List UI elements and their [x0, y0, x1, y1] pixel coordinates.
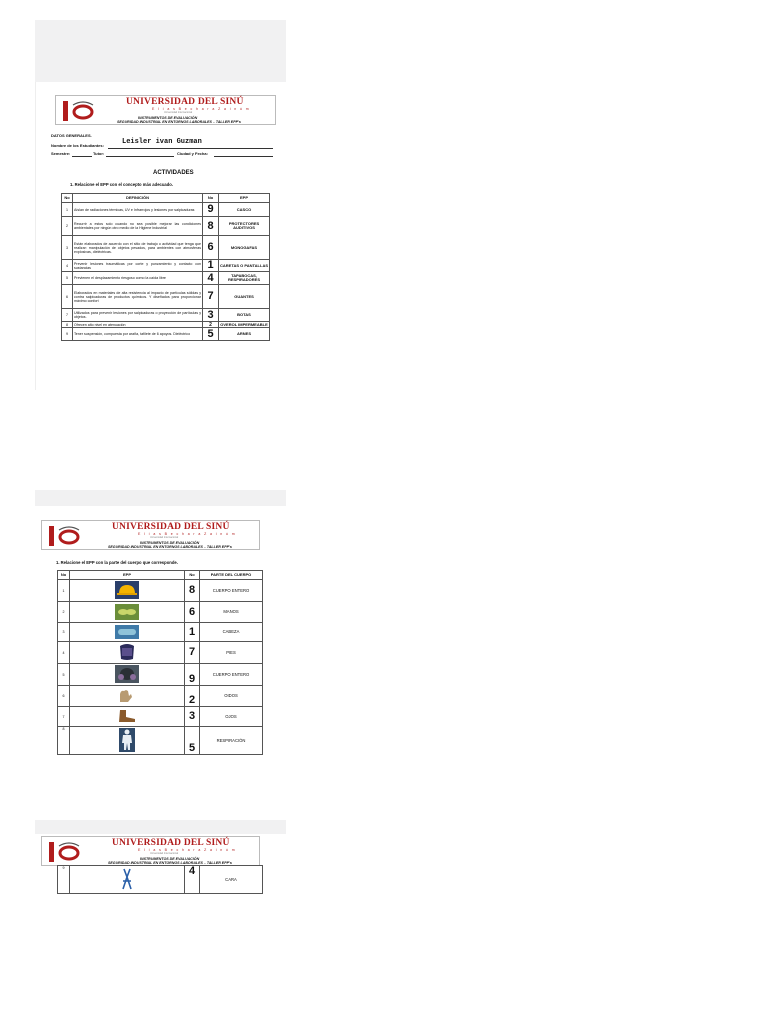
header-epp: EPP [219, 194, 270, 203]
harness-icon [119, 867, 135, 891]
row-number: 1 [58, 580, 70, 602]
definition-text: Utilizados para prevenir lesiones por salpicaduras o proyección de partículas y objetos. [73, 309, 203, 322]
answer-number: 4 [203, 272, 219, 285]
epp-image-cell [70, 707, 185, 727]
answer-number: 2 [203, 322, 219, 328]
row-number: 7 [58, 707, 70, 727]
university-logo-icon [47, 840, 87, 864]
body-part: CABEZA [200, 623, 263, 642]
epp-name: PROTECTORES AUDITIVOS [219, 217, 270, 236]
row-number: 5 [62, 272, 73, 285]
body-part: MANOS [200, 602, 263, 623]
page-2 [35, 506, 286, 818]
epp-name: CARETAS O PANTALLAS [219, 260, 270, 272]
body-parts-table [57, 570, 263, 755]
answer-number: 3 [185, 707, 200, 727]
header-definition: DEFINICIÓN [73, 194, 203, 203]
table-header-row [58, 571, 263, 580]
definition-text: Elaborados en materiales de alta resistencia al impacto de partículas sólidas y contra salpicaduras de productos químicos. Y diseñados para proporcionar máximo confort [73, 285, 203, 309]
students-label: Nombre de los Estudiantes: [51, 143, 104, 148]
body-part: CUERPO ENTERO [200, 664, 263, 686]
epp-name: GUANTES [219, 285, 270, 309]
semester-line [72, 156, 92, 157]
body-part: RESPIRACIÓN [200, 727, 263, 755]
header-answer-no: No [203, 194, 219, 203]
university-name: UNIVERSIDAD DEL SINÚ [126, 97, 244, 107]
course-title: SEGURIDAD INDUSTRIAL EN ENTORNOS LABORALES – TALLER EPP's [108, 861, 232, 865]
row-number: 2 [62, 217, 73, 236]
epp-name: MONOGAFAS [219, 236, 270, 260]
definition-text: Tener suspensión, compuesta por araña, tafilete de 6 apoyos. Dieléctrico [73, 328, 203, 341]
row-number: 6 [62, 285, 73, 309]
table-header-row [62, 194, 270, 203]
row-number: 4 [58, 642, 70, 664]
university-motto: Universidad Internacional [150, 852, 179, 855]
boots-icon [115, 708, 139, 724]
row-number: 3 [62, 236, 73, 260]
epp-name: CASCO [219, 203, 270, 217]
table-row [62, 328, 270, 341]
table-row [62, 260, 270, 272]
semester-label: Semestre: [51, 151, 71, 156]
row-number: 2 [58, 602, 70, 623]
university-header [55, 95, 276, 125]
table-row [58, 707, 263, 727]
body-part: OJOS [200, 707, 263, 727]
table-row [58, 866, 263, 894]
row-number: 6 [58, 686, 70, 707]
answer-number: 2 [185, 686, 200, 707]
face-shield-icon [117, 643, 137, 661]
body-parts-table-continued [57, 865, 263, 894]
students-line [108, 148, 273, 149]
epp-image-cell [70, 686, 185, 707]
answer-number: 7 [203, 285, 219, 309]
answer-number: 1 [185, 623, 200, 642]
city-label: Ciudad y Fecha: [177, 151, 208, 156]
hard-hat-icon [115, 581, 139, 599]
definition-text: Aíslan de radiaciones térmicas, UV e Infrarrojos y lesiones por salpicaduras [73, 203, 203, 217]
page-gap [35, 490, 286, 506]
university-logo-icon [61, 99, 101, 123]
university-header [41, 836, 260, 866]
epp-image-cell [70, 642, 185, 664]
row-number: 9 [62, 328, 73, 341]
row-number: 9 [58, 866, 70, 894]
general-data-label: DATOS GENERALES. [51, 133, 92, 138]
header-body-part: PARTE DEL CUERPO [200, 571, 263, 580]
table-row [62, 203, 270, 217]
answer-number: 5 [203, 328, 219, 341]
header-epp: EPP [70, 571, 185, 580]
question-1: 1. Relacione el EPP con el concepto más adecuado. [70, 182, 174, 187]
row-number: 3 [58, 623, 70, 642]
university-subtitle: E l í a s B e c h a r a Z a i n ú m [138, 848, 237, 852]
table-row [58, 727, 263, 755]
page-3 [35, 834, 286, 904]
goggles-icon [115, 625, 139, 639]
question-2: 1. Relacione el EPP con la parte del cuerpo que corresponde. [56, 560, 178, 565]
definitions-table [61, 193, 270, 341]
row-number: 7 [62, 309, 73, 322]
epp-image-cell [70, 727, 185, 755]
table-row [62, 236, 270, 260]
table-row [62, 309, 270, 322]
epp-image-cell [70, 602, 185, 623]
tutor-label: Tutor: [93, 151, 105, 156]
table-row [58, 602, 263, 623]
definition-text: Recurrir a estos solo cuando no sea posible mejorar las condiciones ambientales por ningún otro medio de la Higiene Industrial [73, 217, 203, 236]
epp-name: BOTAS [219, 309, 270, 322]
row-number: 4 [62, 260, 73, 272]
table-row [58, 642, 263, 664]
activities-title: ACTIVIDADES [153, 170, 194, 176]
epp-image-cell [70, 623, 185, 642]
row-number: 1 [62, 203, 73, 217]
definition-text: Ofrecen alto nivel en atenuación [73, 322, 203, 328]
row-number: 8 [62, 322, 73, 328]
table-row [62, 217, 270, 236]
answer-number: 3 [203, 309, 219, 322]
row-number: 8 [58, 727, 70, 755]
answer-number: 4 [185, 866, 200, 894]
header-answer-no: No [185, 571, 200, 580]
answer-number: 9 [203, 203, 219, 217]
epp-name: TAPABOCAS, RESPIRADORES [219, 272, 270, 285]
table-row [62, 272, 270, 285]
table-row [58, 686, 263, 707]
course-title: SEGURIDAD INDUSTRIAL EN ENTORNOS LABORALES – TALLER EPP's [117, 120, 241, 124]
university-header [41, 520, 260, 550]
header-no: No [62, 194, 73, 203]
page-1 [35, 82, 286, 390]
answer-number: 1 [203, 260, 219, 272]
instrument-title: INSTRUMENTOS DE EVALUACIÓN [138, 116, 198, 120]
table-row [62, 285, 270, 309]
university-motto: Universidad Internacional [164, 111, 193, 114]
definition-text: Están elaborados de acuerdo con el sitio de trabajo o actividad que tenga que realizar: manipulación de objetos pesados, para ambientes con atmosferas explosivas, dieléctricas. [73, 236, 203, 260]
university-name: UNIVERSIDAD DEL SINÚ [112, 838, 230, 848]
answer-number: 8 [203, 217, 219, 236]
body-part: OIDOS [200, 686, 263, 707]
instrument-title: INSTRUMENTOS DE EVALUACIÓN [140, 857, 200, 861]
city-line [214, 156, 273, 157]
table-row [58, 623, 263, 642]
page-gap [35, 20, 286, 82]
row-number: 5 [58, 664, 70, 686]
header-no: No [58, 571, 70, 580]
university-name: UNIVERSIDAD DEL SINÚ [112, 522, 230, 532]
table-row [58, 580, 263, 602]
answer-number: 8 [185, 580, 200, 602]
body-part: CUERPO ENTERO [200, 580, 263, 602]
coverall-icon [119, 728, 135, 752]
epp-image-cell [70, 580, 185, 602]
gloves-icon [117, 688, 137, 704]
answer-number: 9 [185, 664, 200, 686]
university-motto: Universidad Internacional [150, 536, 179, 539]
university-subtitle: E l í a s B e c h a r a Z a i n ú m [138, 532, 237, 536]
page-gap [35, 820, 286, 834]
instrument-title: INSTRUMENTOS DE EVALUACIÓN [140, 541, 200, 545]
respirator-icon [115, 665, 139, 683]
answer-number: 5 [185, 727, 200, 755]
answer-number: 7 [185, 642, 200, 664]
epp-image-cell [70, 664, 185, 686]
students-name: Leisler ivan Guzman [122, 138, 202, 146]
answer-number: 6 [185, 602, 200, 623]
safety-glasses-icon [115, 604, 139, 620]
body-part: PIES [200, 642, 263, 664]
university-subtitle: E l í a s B e c h a r a Z a i n ú m [152, 107, 251, 111]
tutor-line [106, 156, 174, 157]
epp-image-cell [70, 866, 185, 894]
university-logo-icon [47, 524, 87, 548]
epp-name: OVEROL IMPERMEABLE [220, 321, 268, 327]
body-part: CARA [200, 866, 263, 894]
epp-name: ARNES [219, 328, 270, 341]
course-title: SEGURIDAD INDUSTRIAL EN ENTORNOS LABORALES – TALLER EPP's [108, 545, 232, 549]
table-row [58, 664, 263, 686]
definition-text: Prevenir lesiones traumáticas por corte y punzamiento y contacto con sustancias [74, 261, 201, 270]
answer-number: 6 [203, 236, 219, 260]
definition-text: Previenen el desplazamiento riesgoso como la caída libre [73, 272, 203, 285]
